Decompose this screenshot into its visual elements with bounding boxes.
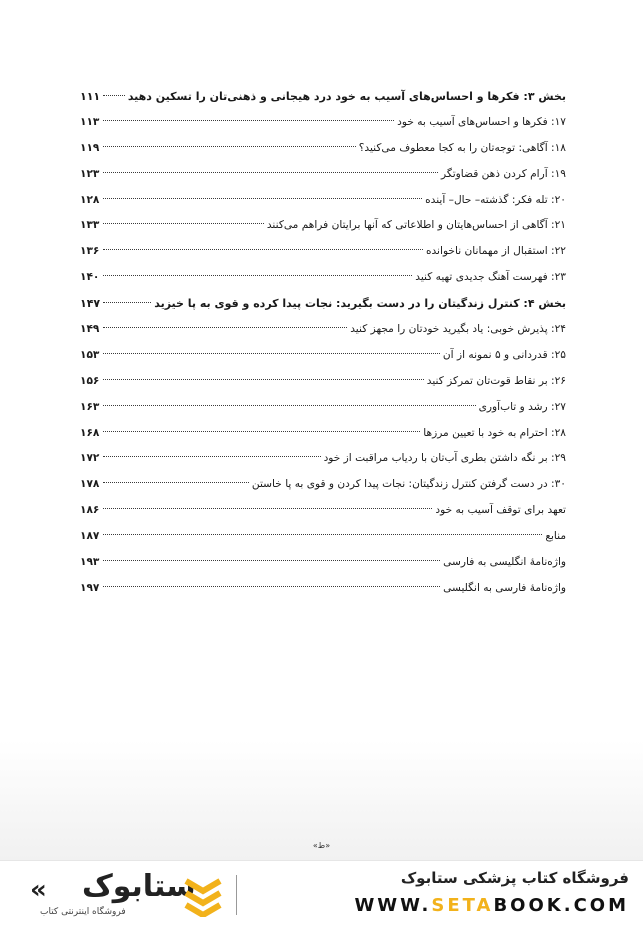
toc-page-number: ۱۸۶ (80, 504, 100, 517)
toc-page-number: ۱۲۳ (80, 167, 100, 180)
toc-page-number: ۱۴۹ (80, 323, 100, 336)
toc-entry-row (80, 343, 566, 369)
toc-section-row (80, 84, 566, 110)
toc-title: ۱۹: آرام کردن ذهن قضاوتگر (441, 167, 566, 180)
toc-dot-leader (103, 482, 249, 483)
toc-page-number: ۱۳۶ (80, 245, 100, 258)
toc-dot-leader (103, 146, 356, 147)
toc-entry-row (80, 395, 566, 421)
toc-entry-row (80, 524, 566, 550)
toc-entry-row (80, 446, 566, 472)
toc-dot-leader (103, 120, 394, 121)
toc-dot-leader (103, 379, 424, 380)
toc-dot-leader (103, 534, 542, 535)
toc-page-number: ۱۹۷ (80, 581, 100, 594)
toc-title: ۲۰: تله فکر: گذشته– حال– آینده (425, 193, 566, 206)
toc-title: ۲۶: بر نقاط قوت‌تان تمرکز کنید (426, 374, 566, 387)
toc-entry-row (80, 213, 566, 239)
url-highlight: SETA (431, 895, 494, 916)
store-name: فروشگاه کتاب پزشکی ستابوک (400, 869, 629, 887)
toc-title: ۲۴: پذیرش خوبی: یاد بگیرید خودتان را مجهز کنید (350, 323, 566, 336)
toc-title: واژه‌نامهٔ فارسی به انگلیسی (443, 581, 566, 594)
toc-entry-row (80, 188, 566, 214)
logo-brand-text: ستابوک (82, 869, 196, 904)
toc-dot-leader (103, 172, 438, 173)
chevron-stack-icon (182, 875, 224, 917)
toc-page-number: ۱۷۸ (80, 478, 100, 491)
toc-entry-row (80, 576, 566, 602)
toc-title: تعهد برای توقف آسیب به خود (435, 504, 566, 517)
toc-entry-row (80, 110, 566, 136)
toc-dot-leader (103, 456, 321, 457)
toc-dot-leader (103, 560, 440, 561)
toc-dot-leader (103, 198, 422, 199)
toc-title: بخش ۳: فکرها و احساس‌های آسیب به خود درد هیجانی و ذهنی‌تان را تسکین دهید (127, 90, 566, 103)
toc-page-number: ۱۲۸ (80, 193, 100, 206)
toc-dot-leader (103, 275, 412, 276)
store-url-link[interactable] (354, 895, 629, 916)
toc-page-number: ۱۶۳ (80, 400, 100, 413)
toc-entry-row (80, 136, 566, 162)
toc-title: ۲۷: رشد و تاب‌آوری (478, 400, 566, 413)
toc-title: منابع (545, 530, 566, 543)
toc-page-number: ۱۸۷ (80, 530, 100, 543)
footer-divider (236, 875, 237, 915)
toc-title: ۲۱: آگاهی از احساس‌هایتان و اطلاعاتی که آنها برایتان فراهم می‌کنند (266, 219, 566, 232)
toc-entry-row (80, 421, 566, 447)
toc-page-number: ۱۶۸ (80, 426, 100, 439)
url-suffix: BOOK.COM (493, 895, 629, 916)
setabook-logo[interactable] (30, 869, 196, 923)
table-of-contents (80, 84, 566, 602)
toc-page-number: ۱۴۰ (80, 271, 100, 284)
toc-page-number: ۱۳۳ (80, 219, 100, 232)
toc-title: ۲۲: استقبال از مهمانان ناخوانده (425, 245, 566, 258)
toc-page-number: ۱۹۳ (80, 556, 100, 569)
page-number: «ط» (312, 841, 331, 850)
toc-title: ۲۸: احترام به خود با تعیین مرزها (423, 426, 566, 439)
toc-entry-row (80, 162, 566, 188)
store-footer-banner (0, 860, 643, 927)
toc-dot-leader (103, 353, 440, 354)
toc-dot-leader (103, 586, 440, 587)
toc-entry-row (80, 317, 566, 343)
toc-title: ۲۳: فهرست آهنگ جدیدی تهیه کنید (415, 271, 566, 284)
toc-entry-row (80, 265, 566, 291)
toc-page-number: ۱۱۹ (80, 141, 100, 154)
toc-entry-row (80, 239, 566, 265)
toc-entry-row (80, 550, 566, 576)
toc-title: ۲۵: قدردانی و ۵ نمونه از آن (442, 348, 566, 361)
toc-dot-leader (103, 405, 476, 406)
toc-page-number: ۱۷۲ (80, 452, 100, 465)
toc-page-number: ۱۵۶ (80, 374, 100, 387)
toc-page-number: ۱۱۳ (80, 115, 100, 128)
toc-dot-leader (103, 95, 125, 96)
logo-subtitle: فروشگاه اینترنتی کتاب (40, 907, 126, 917)
toc-entry-row (80, 369, 566, 395)
toc-page-number: ۱۱۱ (80, 90, 101, 103)
toc-dot-leader (103, 302, 151, 303)
toc-title: ۱۷: فکرها و احساس‌های آسیب به خود (397, 115, 566, 128)
toc-dot-leader (103, 223, 264, 224)
double-chevron-icon: « (30, 875, 47, 905)
toc-dot-leader (103, 249, 423, 250)
toc-page-number: ۱۵۳ (80, 348, 100, 361)
url-prefix: WWW. (354, 895, 432, 916)
toc-section-row (80, 291, 566, 317)
toc-dot-leader (103, 431, 420, 432)
toc-entry-row (80, 472, 566, 498)
toc-title: ۱۸: آگاهی: توجه‌تان را به کجا معطوف می‌کنید؟ (358, 141, 566, 154)
toc-title: ۳۰: در دست گرفتن کنترل زندگیتان: نجات پیدا کردن و قوی به پا خاستن (251, 478, 566, 491)
toc-title: ۲۹: بر نگه داشتن بطری آب‌تان با ردیاب مراقبت از خود (323, 452, 566, 465)
toc-title: بخش ۴: کنترل زندگیتان را در دست بگیرید: نجات پیدا کرده و قوی به پا خیزید (154, 297, 566, 311)
toc-dot-leader (103, 508, 432, 509)
toc-page-number: ۱۴۷ (80, 297, 101, 311)
toc-entry-row (80, 498, 566, 524)
toc-dot-leader (103, 327, 347, 328)
toc-title: واژه‌نامهٔ انگلیسی به فارسی (443, 556, 566, 569)
